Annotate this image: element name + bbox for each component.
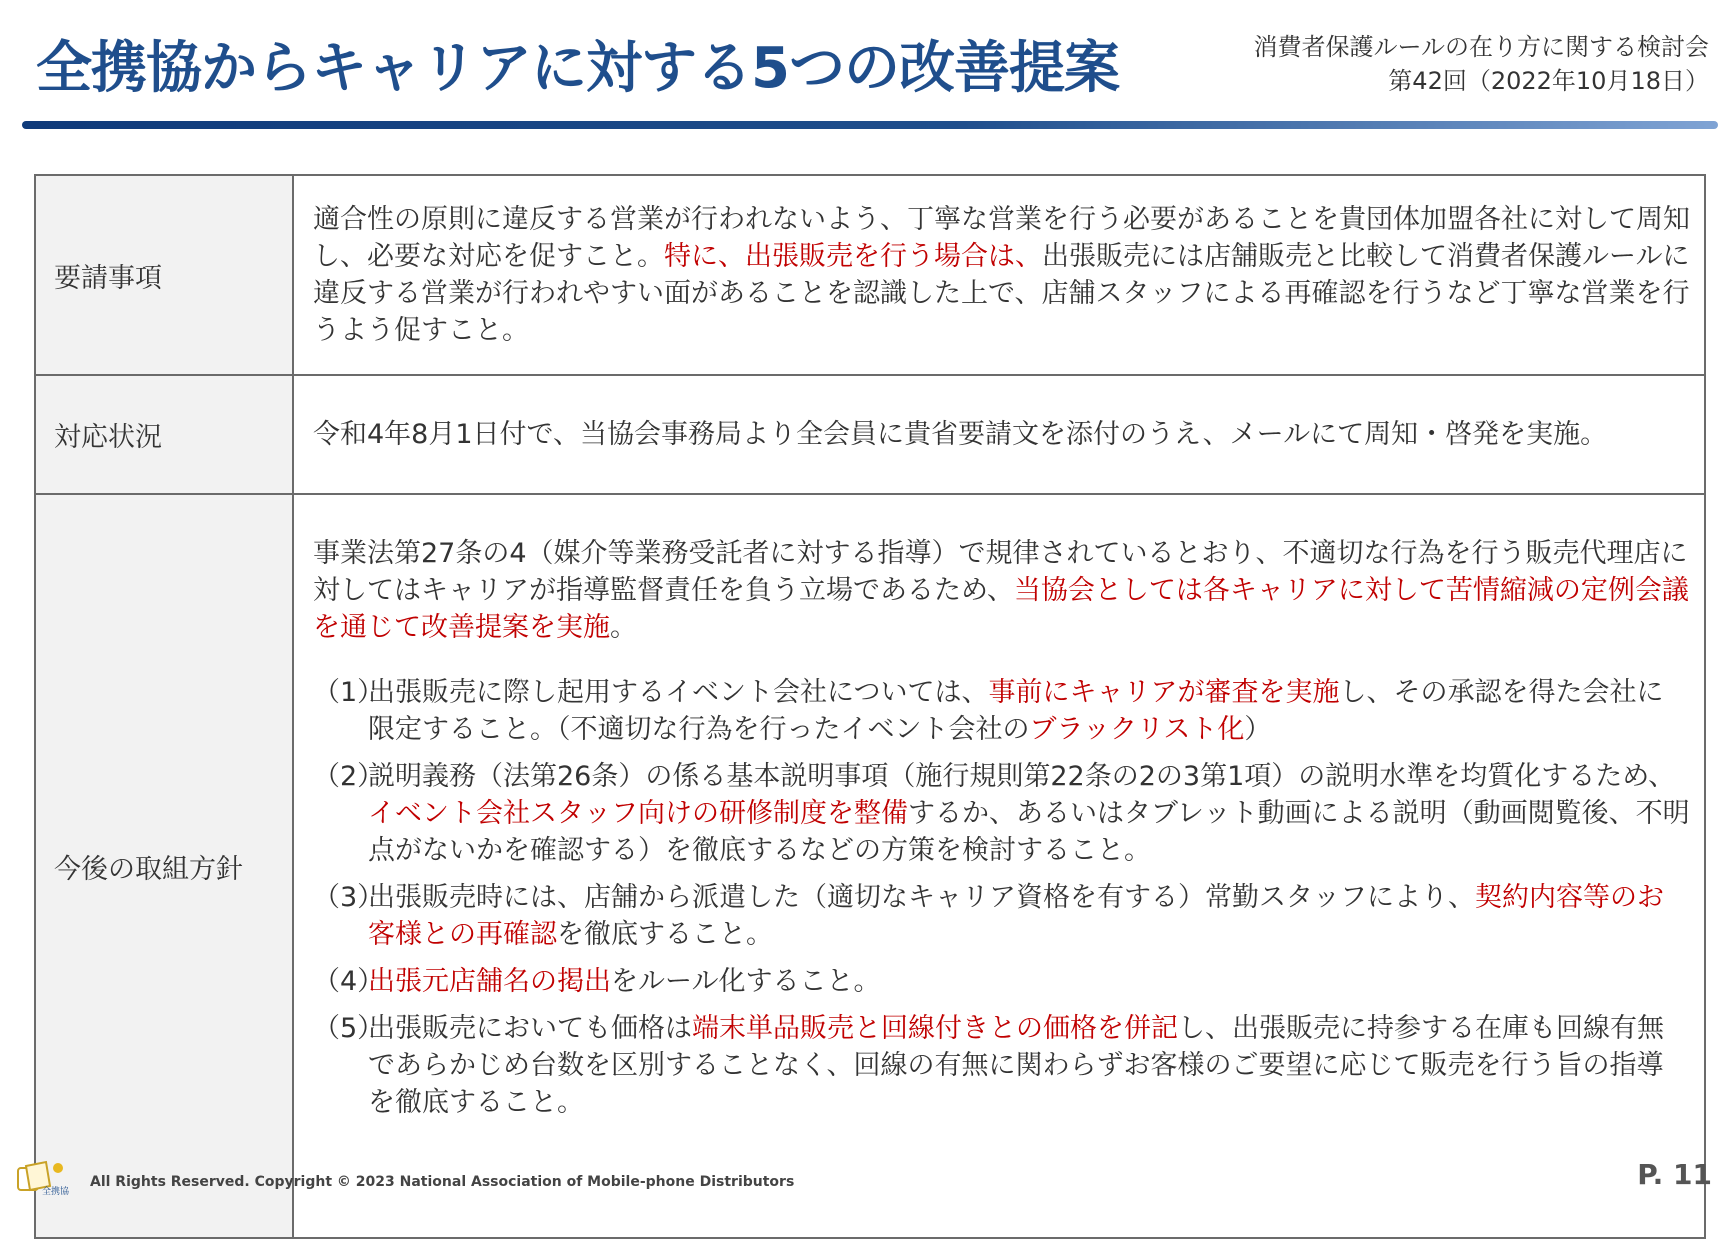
request-text-emphasis: 特に、出張販売を行う場合は、	[664, 241, 1042, 272]
page-number: P. 11	[1637, 1158, 1712, 1191]
item-number: （2）	[313, 761, 385, 792]
list-item	[313, 1010, 1690, 1121]
phone-logo-icon	[16, 1160, 72, 1196]
policy-intro-end: 。	[610, 612, 637, 643]
status-text: 令和4年8月1日付で、当協会事務局より全会員に貴省要請文を添付のうえ、メールにて周知・啓発を実施。	[313, 419, 1608, 450]
request-text-rest: 出張販売には店舗販売と比較して消費者保護ルールに違反する営業が行われやすい面があることを認識した上で、店舗スタッフによる再確認を行うなど丁寧な営業を行うよう促すこと。	[313, 241, 1690, 346]
meeting-name: 消費者保護ルールの在り方に関する検討会	[1253, 33, 1709, 61]
policy-intro	[313, 535, 1690, 646]
item-text: 出張販売においても価格は端末単品販売と回線付きとの価格を併記し、出張販売に持参する在庫も回線有無であらかじめ台数を区別することなく、回線の有無に関わらずお客様のご要望に応じて販売を行う旨の指導を徹底すること。	[368, 1013, 1664, 1118]
list-item	[313, 879, 1690, 953]
item-number: （4）	[313, 966, 385, 997]
row-label-status: 対応状況	[35, 375, 293, 494]
header-divider	[22, 121, 1718, 129]
table-row	[35, 375, 1705, 494]
copyright-text: All Rights Reserved. Copyright © 2023 National Association of Mobile-phone Distributors	[90, 1174, 795, 1190]
table-row	[35, 175, 1705, 375]
item-number: （3）	[313, 882, 385, 913]
row-body-request	[293, 175, 1705, 375]
row-label-policy: 今後の取組方針	[35, 494, 293, 1238]
policy-intro-text: 事業法第27条の4（媒介等業務受託者に対する指導）で規律されているとおり、不適切な行為を行う販売代理店に対してはキャリアが指導監督責任を負う立場であるため、	[313, 538, 1688, 606]
meeting-date: 第42回（2022年10月18日）	[1388, 67, 1709, 95]
item-number: （1）	[313, 677, 385, 708]
item-number: （5）	[313, 1013, 385, 1044]
policy-intro-emphasis: 当協会としては各キャリアに対して苦情縮減の定例会議を通じて改善提案を実施	[313, 575, 1689, 643]
page-title: 全携協からキャリアに対する5つの改善提案	[36, 36, 1119, 101]
meeting-info	[1253, 30, 1709, 98]
row-body-status	[293, 375, 1705, 494]
item-text: 出張販売に際し起用するイベント会社については、事前にキャリアが審査を実施し、その承認を得た会社に限定すること。（不適切な行為を行ったイベント会社のブラックリスト化）	[368, 677, 1664, 745]
row-label-request: 要請事項	[35, 175, 293, 375]
logo-text: 全携協	[42, 1187, 70, 1196]
row-body-policy	[293, 494, 1705, 1238]
list-item	[313, 963, 1690, 1000]
request-text: 適合性の原則に違反する営業が行われないよう、丁寧な営業を行う必要があることを貴団体加盟各社に対して周知し、必要な対応を促すこと。	[313, 204, 1690, 272]
proposal-table	[34, 174, 1706, 1239]
item-text: 説明義務（法第26条）の係る基本説明事項（施行規則第22条の2の3第1項）の説明水準を均質化するため、イベント会社スタッフ向けの研修制度を整備するか、あるいはタブレット動画による説明（動画閲覧後、不明点がないかを確認する）を徹底するなどの方策を検討すること。	[368, 761, 1690, 866]
list-item	[313, 758, 1690, 869]
item-text: 出張元店舗名の掲出をルール化すること。	[368, 966, 881, 997]
table-row	[35, 494, 1705, 1238]
organization-logo	[16, 1160, 72, 1200]
list-item	[313, 674, 1690, 748]
item-text: 出張販売時には、店舗から派遣した（適切なキャリア資格を有する）常勤スタッフにより、契約内容等のお客様との再確認を徹底すること。	[368, 882, 1664, 950]
